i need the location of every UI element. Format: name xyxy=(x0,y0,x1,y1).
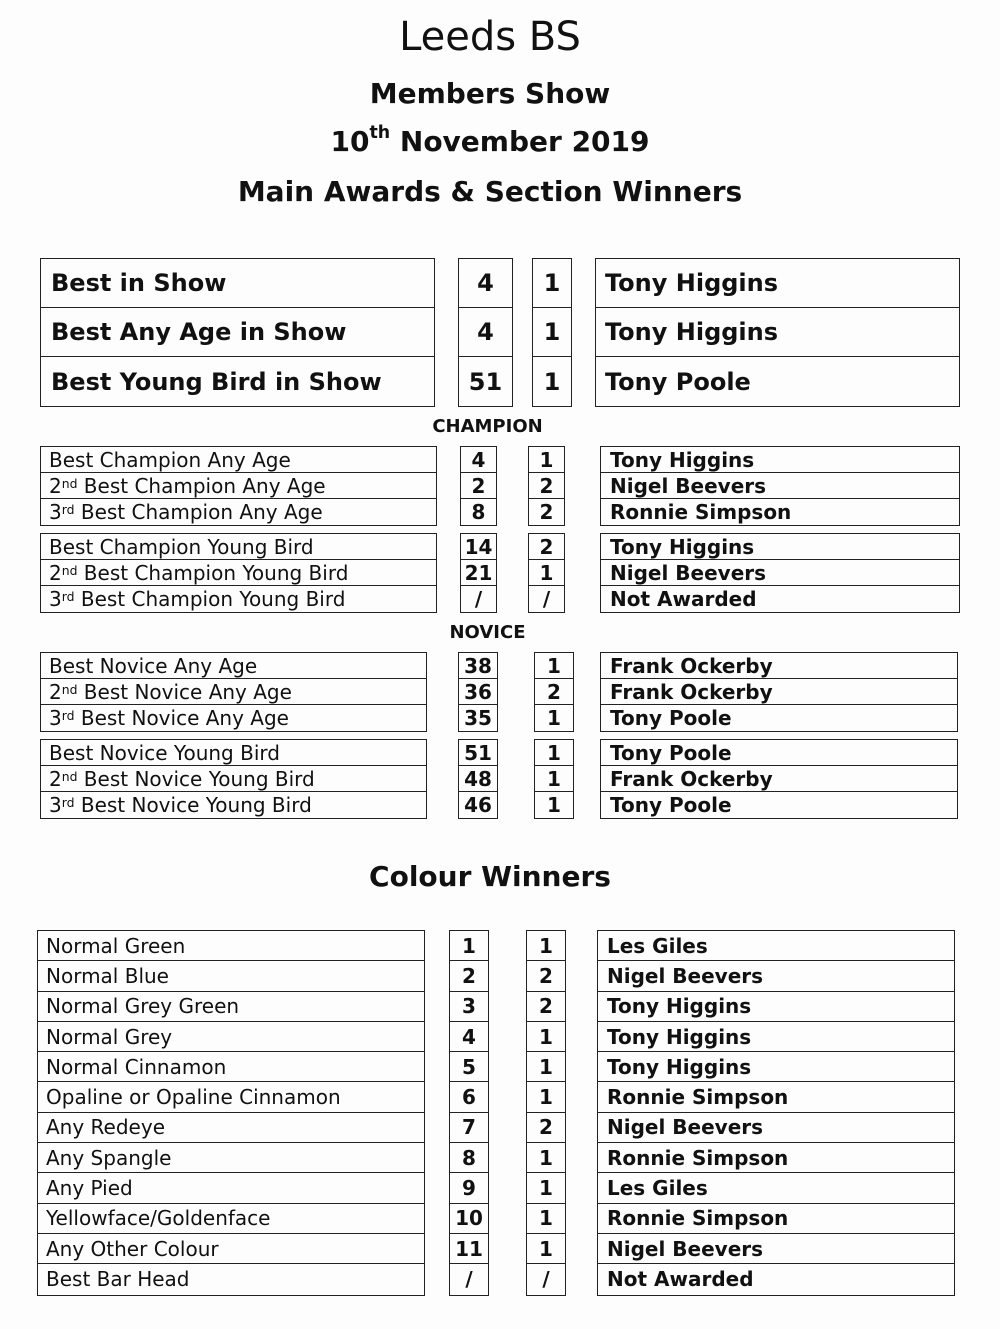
winner-value: Tony Poole xyxy=(610,793,732,817)
pen-number-cell xyxy=(461,534,496,560)
winner-value: Not Awarded xyxy=(607,1267,754,1292)
place-value: 1 xyxy=(539,1145,553,1170)
award-column xyxy=(37,930,425,1296)
page-subtitle: Members Show xyxy=(369,77,611,110)
pen-number-cell xyxy=(459,705,497,731)
rank-number: 2 xyxy=(49,560,62,585)
place-cell xyxy=(527,1204,565,1234)
pen-number-cell xyxy=(459,766,497,792)
award-label: Opaline or Opaline Cinnamon xyxy=(46,1085,341,1110)
award-label: Best Novice Young Bird xyxy=(77,766,315,791)
place-cell xyxy=(529,534,564,560)
place-cell xyxy=(527,1234,565,1264)
pen-number-cell xyxy=(450,1234,488,1264)
pen-value: 48 xyxy=(464,766,492,791)
place-column xyxy=(526,930,566,1296)
pen-value: 2 xyxy=(462,963,476,988)
pen-number-cell xyxy=(450,1173,488,1203)
place-cell xyxy=(527,1173,565,1203)
rank-number: 3 xyxy=(49,500,62,524)
winner-cell xyxy=(601,586,959,612)
place-value: 1 xyxy=(539,447,554,472)
rank-number: 3 xyxy=(49,706,62,730)
award-label: Best Novice Any Age xyxy=(77,679,292,704)
place-cell xyxy=(527,1143,565,1173)
award-cell: 2 $^{nd}$ Best Novice Young Bird xyxy=(41,766,426,792)
pen-number-cell xyxy=(450,961,488,991)
winner-value: Nigel Beevers xyxy=(607,1115,764,1140)
place-cell xyxy=(527,1022,565,1052)
award-cell xyxy=(41,357,434,406)
pen-value: 38 xyxy=(464,653,492,678)
award-label: Best Champion Any Age xyxy=(77,473,326,498)
winner-value: Ronnie Simpson xyxy=(607,1085,789,1110)
place-value: 1 xyxy=(539,933,553,958)
award-label: Best Champion Young Bird xyxy=(77,560,349,585)
place-cell xyxy=(535,705,573,731)
award-label: Any Spangle xyxy=(46,1145,172,1170)
place-cell xyxy=(533,308,571,357)
pen-value: 8 xyxy=(471,500,486,524)
award-cell: 3 $^{rd}$ Best Novice Any Age xyxy=(49,706,289,730)
pen-value: 9 xyxy=(462,1176,476,1201)
award-column xyxy=(40,652,427,732)
award-cell: 2 $^{nd}$ Best Novice Any Age xyxy=(41,679,426,705)
place-value: 1 xyxy=(547,793,561,817)
rank-number: 3 xyxy=(49,793,62,817)
show-date xyxy=(0,125,980,158)
place-column xyxy=(528,533,565,613)
place-value: / xyxy=(542,1267,550,1292)
award-label: Any Redeye xyxy=(46,1115,165,1140)
award-cell xyxy=(38,1052,424,1082)
winner-value: Nigel Beevers xyxy=(610,473,767,498)
pen-number-cell xyxy=(459,792,497,818)
place-cell xyxy=(529,447,564,473)
place-cell xyxy=(535,740,573,766)
award-label: Best in Show xyxy=(51,269,227,297)
award-cell xyxy=(41,259,434,308)
winner-cell xyxy=(598,1052,954,1082)
place-column xyxy=(532,258,572,407)
winner-value: Ronnie Simpson xyxy=(607,1206,789,1231)
place-value: 1 xyxy=(547,653,561,678)
winner-value: Frank Ockerby xyxy=(610,766,773,791)
rank-number: 2 xyxy=(49,766,62,791)
place-value: 1 xyxy=(547,740,561,765)
winner-value: Tony Higgins xyxy=(610,447,755,472)
award-label: Normal Green xyxy=(46,933,186,958)
award-cell: 3 $^{rd}$ Best Champion Young Bird xyxy=(49,587,346,611)
page-title: Leeds BS xyxy=(399,14,581,60)
winner-cell xyxy=(596,308,959,357)
award-cell xyxy=(38,1113,424,1143)
award-cell xyxy=(38,1143,424,1173)
pen-number-cell xyxy=(450,1264,488,1294)
place-cell xyxy=(535,679,573,705)
award-label: Yellowface/Goldenface xyxy=(46,1206,271,1231)
pen-number-cell xyxy=(459,308,512,357)
winner-value: Nigel Beevers xyxy=(610,560,767,585)
pen-value: 4 xyxy=(462,1024,476,1049)
winner-cell xyxy=(598,1143,954,1173)
winner-cell xyxy=(598,1234,954,1264)
place-value: 1 xyxy=(539,1176,553,1201)
pen-value: 2 xyxy=(471,473,486,498)
award-label: Best Champion Any Age xyxy=(49,447,291,472)
place-value: 1 xyxy=(539,1024,553,1049)
award-column xyxy=(40,533,437,613)
pen-value: 35 xyxy=(464,706,492,730)
pen-value: 1 xyxy=(462,933,476,958)
pen-number-cell xyxy=(450,1082,488,1112)
winner-cell xyxy=(601,766,957,792)
place-column xyxy=(528,446,565,526)
place-cell xyxy=(527,961,565,991)
award-cell xyxy=(41,534,436,560)
winner-cell xyxy=(601,792,957,818)
award-cell xyxy=(38,992,424,1022)
pen-number-cell xyxy=(459,259,512,308)
pen-column xyxy=(458,739,498,819)
winner-value: Les Giles xyxy=(607,1176,708,1201)
winner-value: Les Giles xyxy=(607,933,708,958)
winner-value: Tony Poole xyxy=(610,740,732,765)
pen-value: 51 xyxy=(464,740,492,765)
place-cell xyxy=(529,499,564,525)
champion-section-label: CHAMPION xyxy=(432,416,543,437)
pen-value: 3 xyxy=(462,994,476,1019)
award-cell xyxy=(38,1022,424,1052)
place-cell xyxy=(533,259,571,308)
rank-number: 2 xyxy=(49,679,62,704)
winner-column xyxy=(600,652,958,732)
pen-column xyxy=(458,652,498,732)
place-cell xyxy=(535,766,573,792)
winner-cell xyxy=(601,679,957,705)
pen-number-cell xyxy=(459,357,512,406)
winner-value: Frank Ockerby xyxy=(610,679,773,704)
pen-value: 5 xyxy=(462,1054,476,1079)
place-value: 2 xyxy=(539,500,554,524)
winner-cell xyxy=(596,357,959,406)
pen-number-cell xyxy=(450,1052,488,1082)
winner-cell xyxy=(598,1264,954,1294)
place-cell xyxy=(527,1082,565,1112)
pen-value: 4 xyxy=(477,318,494,346)
place-value: 1 xyxy=(543,318,561,346)
winner-cell xyxy=(598,1204,954,1234)
award-column xyxy=(40,446,437,526)
winner-cell xyxy=(596,259,959,308)
place-cell xyxy=(527,931,565,961)
pen-value: 36 xyxy=(464,679,492,704)
winner-column xyxy=(600,533,960,613)
pen-column xyxy=(458,258,513,407)
winner-cell xyxy=(601,499,959,525)
award-cell: 2 $^{nd}$ Best Champion Young Bird xyxy=(41,560,436,586)
award-label: Normal Grey Green xyxy=(46,994,240,1019)
award-cell xyxy=(38,961,424,991)
winner-cell xyxy=(601,705,957,731)
place-value: 2 xyxy=(539,994,553,1019)
award-cell xyxy=(41,653,426,679)
winner-cell xyxy=(601,740,957,766)
pen-number-cell xyxy=(461,560,496,586)
winner-cell xyxy=(598,1173,954,1203)
pen-value: 8 xyxy=(462,1145,476,1170)
award-label: Normal Blue xyxy=(46,963,169,988)
award-cell: 2 $^{nd}$ Best Champion Any Age xyxy=(41,473,436,499)
section-heading-colour-winners: Colour Winners xyxy=(369,860,611,893)
award-cell xyxy=(38,1204,424,1234)
winner-column xyxy=(600,446,960,526)
award-cell xyxy=(41,740,426,766)
pen-value: 51 xyxy=(468,367,503,396)
winner-value: Ronnie Simpson xyxy=(610,500,792,524)
place-cell xyxy=(535,792,573,818)
winner-value: Tony Poole xyxy=(605,367,751,396)
winner-value: Tony Higgins xyxy=(607,1054,752,1079)
pen-value: 4 xyxy=(471,447,486,472)
winner-value: Nigel Beevers xyxy=(607,963,764,988)
section-heading-main-awards: Main Awards & Section Winners xyxy=(237,175,743,208)
winner-value: Nigel Beevers xyxy=(607,1236,764,1261)
pen-number-cell xyxy=(450,931,488,961)
award-cell: 3 $^{rd}$ Best Novice Young Bird xyxy=(49,793,312,817)
award-label: Normal Grey xyxy=(46,1024,173,1049)
pen-number-cell xyxy=(450,1113,488,1143)
pen-column xyxy=(449,930,489,1296)
winner-cell xyxy=(601,534,959,560)
winner-value: Tony Higgins xyxy=(607,994,752,1019)
place-value: 1 xyxy=(539,1085,553,1110)
award-cell xyxy=(41,308,434,357)
award-column xyxy=(40,739,427,819)
pen-column xyxy=(460,446,497,526)
winner-value: Not Awarded xyxy=(610,587,757,611)
winner-cell xyxy=(598,961,954,991)
winner-value: Tony Higgins xyxy=(610,534,755,559)
pen-number-cell xyxy=(461,447,496,473)
winner-value: Ronnie Simpson xyxy=(607,1145,789,1170)
pen-number-cell xyxy=(461,586,496,612)
place-value: 1 xyxy=(547,766,561,791)
place-value: 2 xyxy=(539,1115,553,1140)
award-cell xyxy=(38,1082,424,1112)
place-value: 2 xyxy=(539,473,554,498)
place-value: 2 xyxy=(547,679,561,704)
award-label: Best Novice Young Bird xyxy=(74,793,312,817)
winner-column xyxy=(597,930,955,1296)
place-cell xyxy=(527,1113,565,1143)
winner-cell xyxy=(598,1082,954,1112)
pen-column xyxy=(460,533,497,613)
pen-number-cell xyxy=(450,992,488,1022)
winner-value: Tony Higgins xyxy=(607,1024,752,1049)
pen-value: 21 xyxy=(464,560,493,585)
pen-number-cell xyxy=(450,1143,488,1173)
place-cell xyxy=(529,586,564,612)
pen-number-cell xyxy=(459,679,497,705)
award-label: Best Young Bird in Show xyxy=(51,367,382,396)
award-label: Best Novice Young Bird xyxy=(49,740,280,765)
place-cell xyxy=(529,560,564,586)
award-label: Best Novice Any Age xyxy=(74,706,289,730)
pen-value: / xyxy=(465,1267,473,1292)
place-cell xyxy=(533,357,571,406)
award-label: Best Bar Head xyxy=(46,1267,190,1292)
date-rest: November 2019 xyxy=(390,125,650,158)
award-label: Best Novice Any Age xyxy=(49,653,258,678)
rank-number: 3 xyxy=(49,587,62,611)
pen-value: / xyxy=(474,587,483,611)
pen-number-cell xyxy=(461,499,496,525)
winner-value: Tony Higgins xyxy=(605,269,779,297)
pen-value: 6 xyxy=(462,1085,476,1110)
place-value: 1 xyxy=(543,269,561,297)
pen-number-cell xyxy=(459,653,497,679)
award-cell: 3 $^{rd}$ Best Champion Any Age xyxy=(49,500,323,524)
place-cell xyxy=(529,473,564,499)
award-label: Any Pied xyxy=(46,1176,133,1201)
novice-section-label: NOVICE xyxy=(449,622,526,643)
pen-value: 46 xyxy=(464,793,492,817)
rank-number: 2 xyxy=(49,473,62,498)
pen-number-cell xyxy=(459,740,497,766)
award-label: Best Any Age in Show xyxy=(51,318,347,346)
award-label: Best Champion Young Bird xyxy=(49,534,314,559)
pen-value: 10 xyxy=(455,1206,483,1231)
winner-cell xyxy=(598,1022,954,1052)
award-label: Best Champion Any Age xyxy=(74,500,323,524)
pen-value: 14 xyxy=(464,534,493,559)
place-value: 1 xyxy=(539,1054,553,1079)
place-cell xyxy=(527,992,565,1022)
award-label: Best Champion Young Bird xyxy=(74,587,346,611)
pen-number-cell xyxy=(461,473,496,499)
winner-value: Tony Higgins xyxy=(605,318,779,346)
place-value: / xyxy=(542,587,551,611)
winner-value: Tony Poole xyxy=(610,706,732,730)
award-cell xyxy=(38,931,424,961)
date-suffix: th xyxy=(369,123,391,144)
place-value: 1 xyxy=(539,1206,553,1231)
award-column xyxy=(40,258,435,407)
place-cell xyxy=(527,1264,565,1294)
winner-cell xyxy=(598,1113,954,1143)
pen-value: 4 xyxy=(477,269,494,297)
pen-value: 7 xyxy=(462,1115,476,1140)
winner-cell xyxy=(601,447,959,473)
winner-column xyxy=(600,739,958,819)
place-value: 1 xyxy=(547,706,561,730)
place-column xyxy=(534,739,574,819)
place-value: 2 xyxy=(539,963,553,988)
place-value: 1 xyxy=(539,1236,553,1261)
place-cell xyxy=(535,653,573,679)
winner-cell xyxy=(598,992,954,1022)
place-value: 2 xyxy=(539,534,554,559)
award-cell xyxy=(41,447,436,473)
award-cell xyxy=(38,1234,424,1264)
winner-column xyxy=(595,258,960,407)
pen-value: 11 xyxy=(455,1236,483,1261)
pen-number-cell xyxy=(450,1022,488,1052)
winner-cell xyxy=(601,560,959,586)
date-day: 10 xyxy=(330,125,370,158)
award-label: Normal Cinnamon xyxy=(46,1054,227,1079)
winner-value: Frank Ockerby xyxy=(610,653,773,678)
award-cell xyxy=(38,1264,424,1294)
winner-cell xyxy=(601,473,959,499)
place-column xyxy=(534,652,574,732)
place-cell xyxy=(527,1052,565,1082)
pen-number-cell xyxy=(450,1204,488,1234)
winner-cell xyxy=(598,931,954,961)
place-value: 1 xyxy=(543,367,561,396)
award-label: Any Other Colour xyxy=(46,1236,219,1261)
place-value: 1 xyxy=(539,560,554,585)
award-cell xyxy=(38,1173,424,1203)
winner-cell xyxy=(601,653,957,679)
